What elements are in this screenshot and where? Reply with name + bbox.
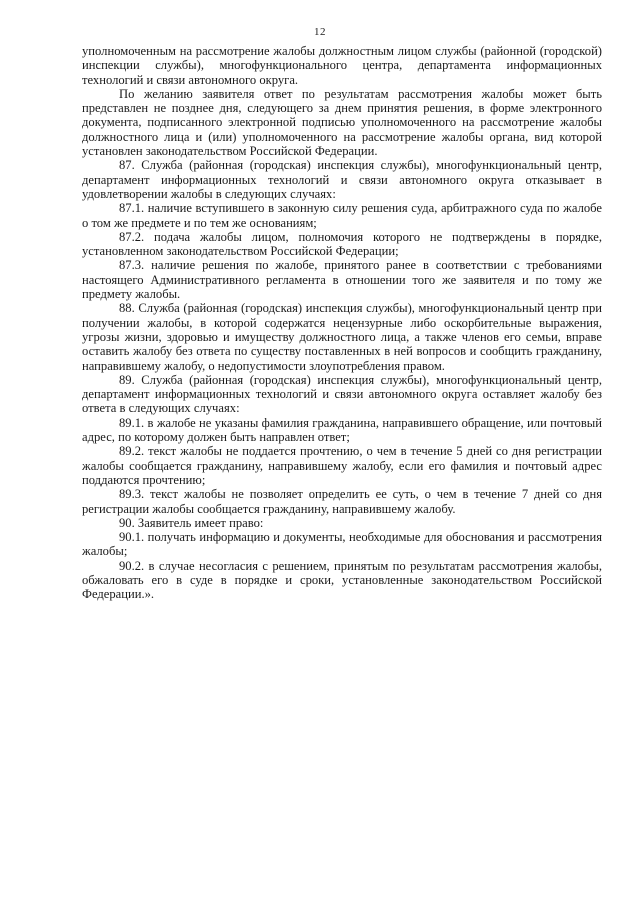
paragraph-87-3: 87.3. наличие решения по жалобе, принятого ранее в соответствии с требованиями настоящего Административного регламента в отношении того же заявителя и по тому же предмету жалобы. — [82, 258, 602, 302]
paragraph-87-2: 87.2. подача жалобы лицом, полномочия которого не подтверждены в порядке, установленном законодательством Российской Федерации; — [82, 229, 602, 259]
paragraph-89-1: 89.1. в жалобе не указаны фамилия гражданина, направившего обращение, или почтовый адрес, по которому должен быть направлен ответ; — [82, 415, 602, 445]
paragraph-87-1: 87.1. наличие вступившего в законную силу решения суда, арбитражного суда по жалобе о том же предмете и по тем же основаниям; — [82, 201, 602, 230]
paragraph-89-2: 89.2. текст жалобы не поддается прочтению, о чем в течение 5 дней со дня регистрации жалобы сообщается гражданину, направившему жалобу, если его фамилия и почтовый адрес поддаются прочтению; — [82, 444, 602, 487]
page-number: 12 — [314, 26, 326, 38]
paragraph-89: 89. Служба (районная (городская) инспекция службы), многофункциональный центр, департамент информационных технологий и связи автономного округа оставляет жалобу без ответа в следующих случаях: — [82, 372, 602, 416]
document-body — [82, 44, 602, 602]
paragraph-90: 90. Заявитель имеет право: — [119, 515, 264, 530]
paragraph-response-form: По желанию заявителя ответ по результатам рассмотрения жалобы может быть представлен не позднее дня, следующего за днем принятия решения, в форме электронного документа, подписанного электронной подписью уполномоченного на рассмотрение жалобы должностного лица и (или) уполномоченного на рассмотрение жалобы органа, вид которой установлен законодательством Российской Федерации. — [82, 86, 602, 159]
paragraph-90-2: 90.2. в случае несогласия с решением, принятым по результатам рассмотрения жалобы, обжаловать его в суде в порядке и сроки, установленные законодательством Российской Федерации.». — [82, 558, 602, 602]
paragraph-89-3: 89.3. текст жалобы не позволяет определить ее суть, о чем в течение 7 дней со дня регистрации жалобы сообщается гражданину, направившему жалобу. — [82, 487, 602, 516]
paragraph-90-1: 90.1. получать информацию и документы, необходимые для обоснования и рассмотрения жалобы; — [82, 530, 602, 559]
paragraph-continuation: уполномоченным на рассмотрение жалобы должностным лицом службы (районной (городской) инспекции службы), многофункционального центра, департамента информационных технологий и связи автономного округа. — [82, 44, 602, 87]
paragraph-88: 88. Служба (районная (городская) инспекция службы), многофункциональный центр при получении жалобы, в которой содержатся нецензурные либо оскорбительные выражения, угрозы жизни, здоровью и имуществу должностного лица, а также членов его семьи, вправе оставить жалобу без ответа по существу поставленных в ней вопросов и сообщить гражданину, направившему жалобу, о недопустимости злоупотребления правом. — [82, 301, 602, 373]
paragraph-87: 87. Служба (районная (городская) инспекция службы), многофункциональный центр, департамент информационных технологий и связи автономного округа отказывает в удовлетворении жалобы в следующих случаях: — [82, 158, 602, 201]
